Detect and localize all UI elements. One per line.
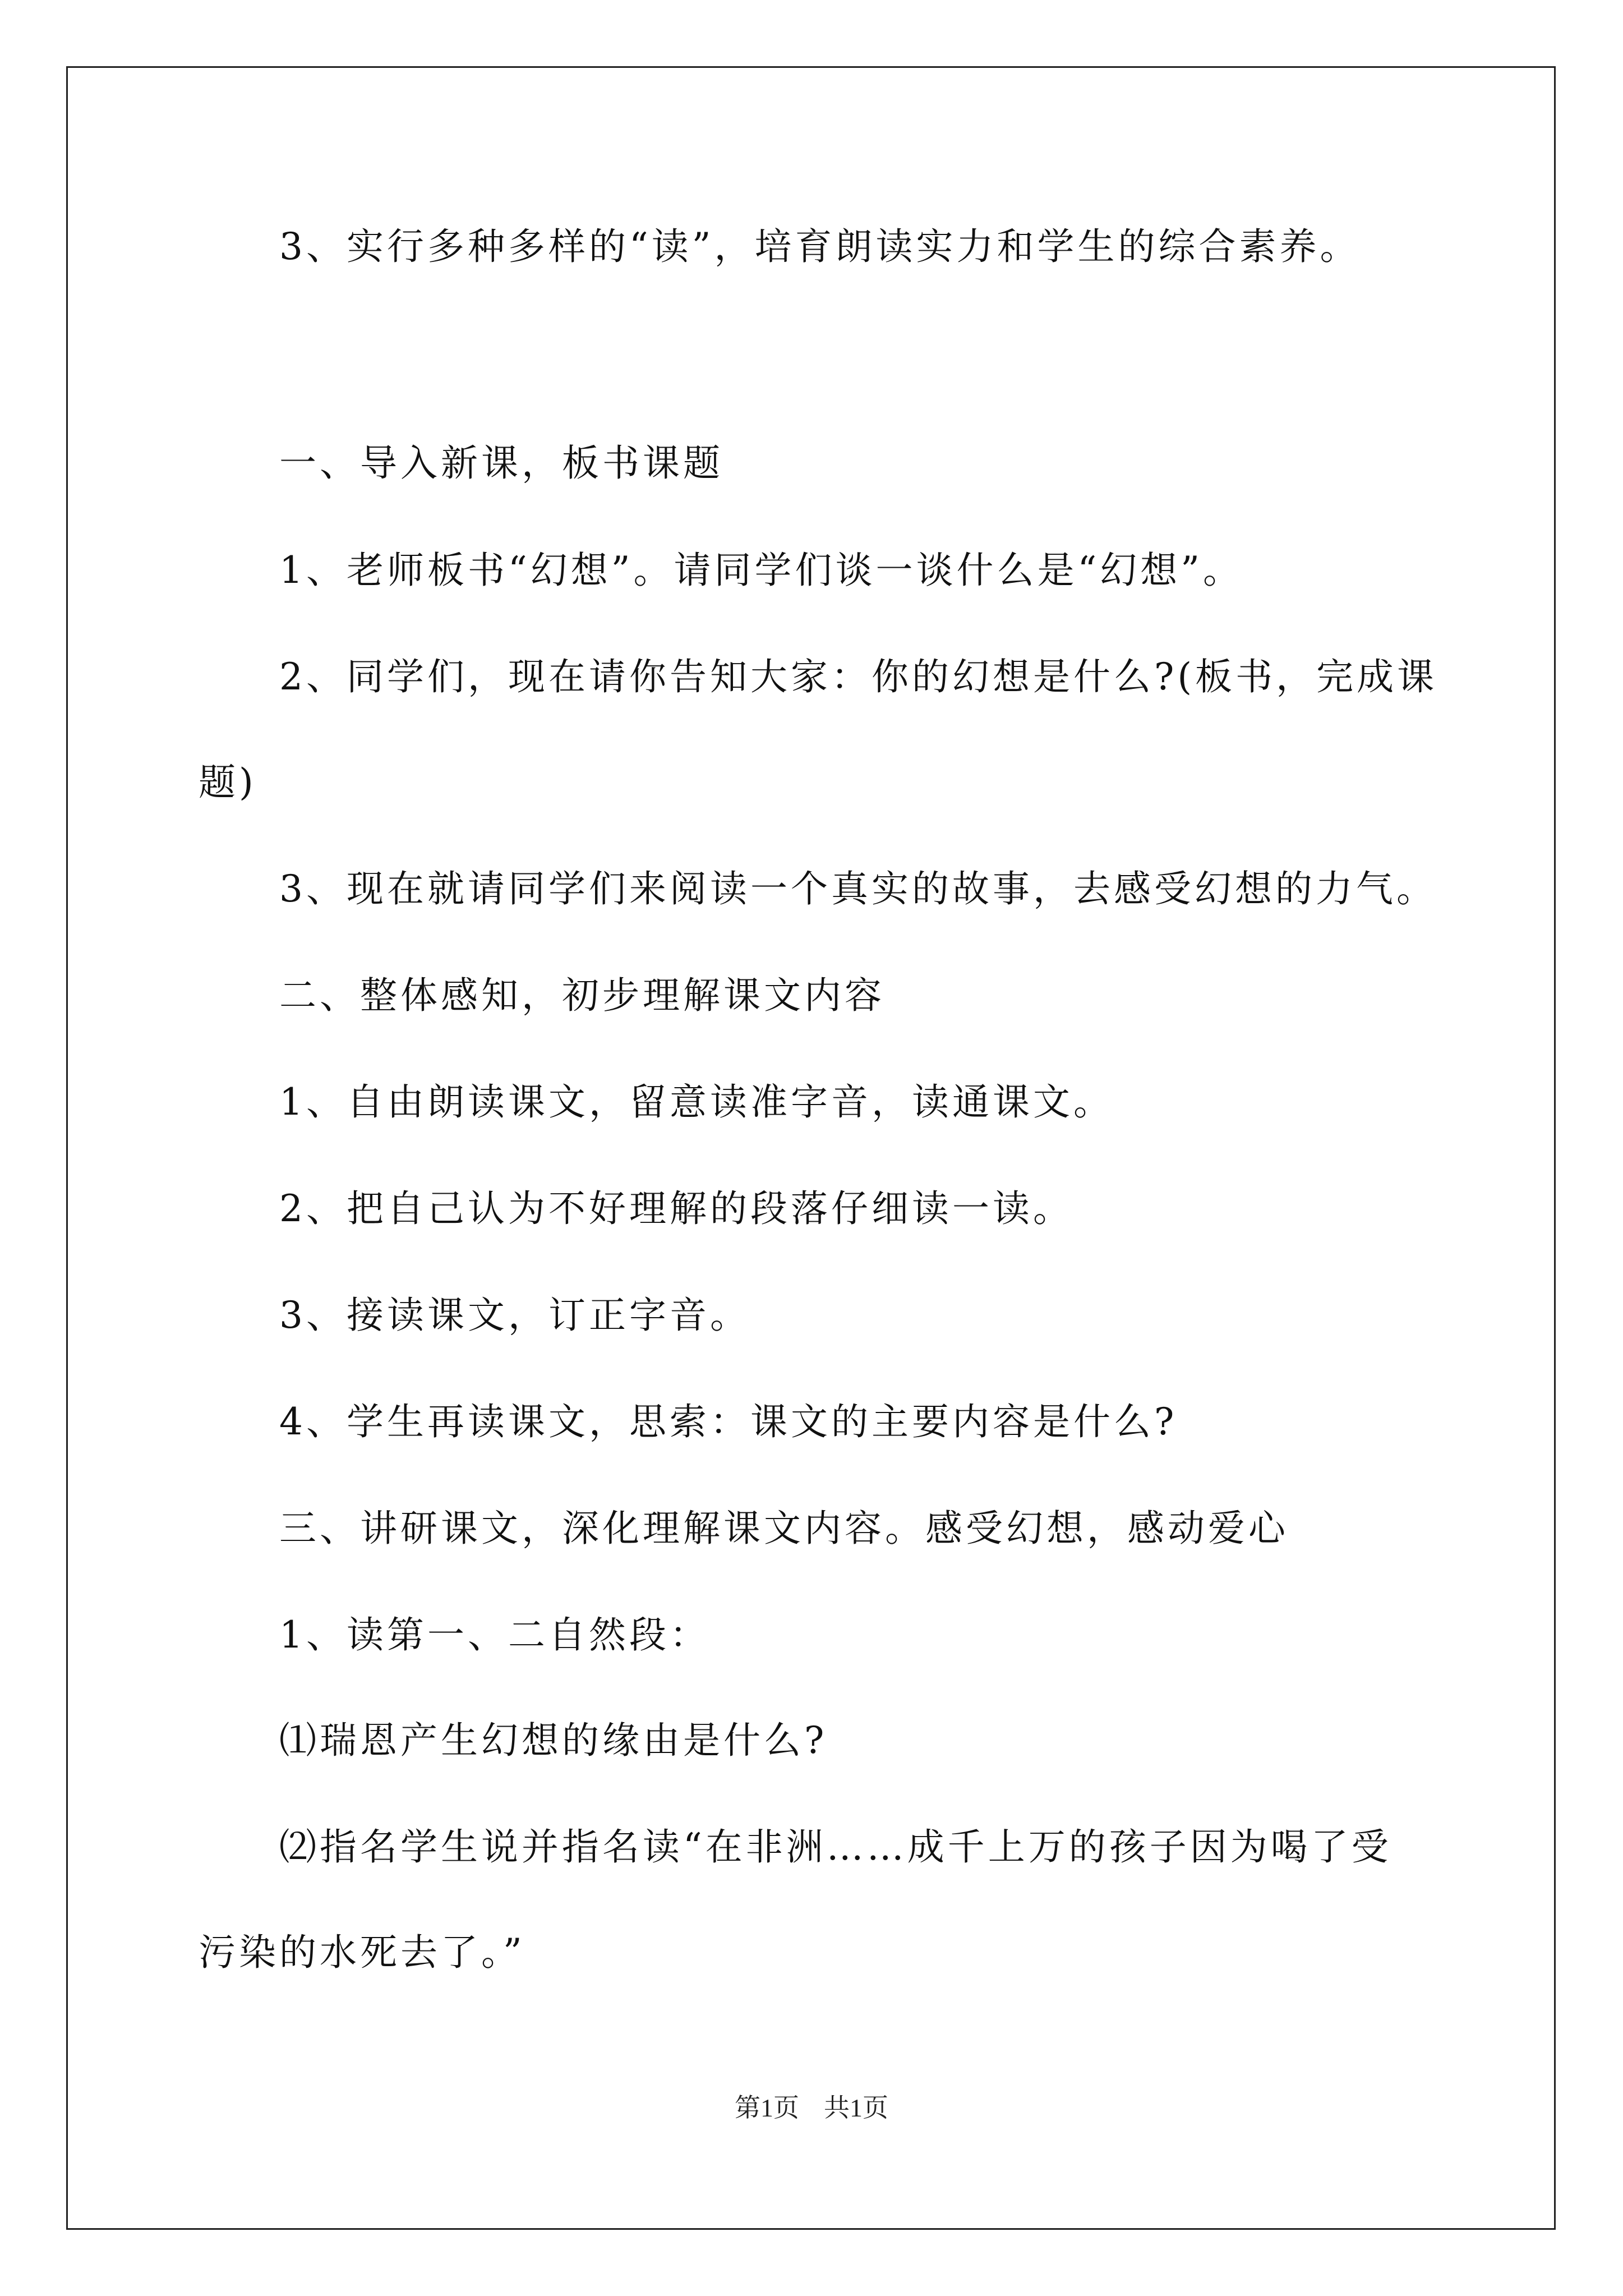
paragraph-line: ⑵指名学生说并指名读“在非洲……成千上万的孩子因为喝了受 <box>279 1825 1392 1869</box>
paragraph-line: ⑴瑞恩产生幻想的缘由是什么? <box>279 1719 828 1762</box>
page-border <box>66 66 1556 2230</box>
section-heading: 一、导入新课，板书课题 <box>279 441 723 485</box>
page-total: 共1页 <box>824 2093 888 2122</box>
paragraph-line-continuation: 污染的水死去了。” <box>199 1931 525 1974</box>
paragraph-line: 4、学生再读课文，思索：课文的主要内容是什么? <box>279 1400 1178 1443</box>
page-footer <box>0 2092 1623 2124</box>
page-number: 第1页 <box>735 2093 799 2122</box>
paragraph-line: 2、同学们，现在请你告知大家：你的幻想是什么?(板书，完成课 <box>279 655 1438 698</box>
paragraph-line-continuation: 题) <box>199 761 257 804</box>
paragraph-line: 3、接读课文，订正字音。 <box>279 1294 750 1337</box>
paragraph-line: 3、现在就请同学们来阅读一个真实的故事，去感受幻想的力气。 <box>279 867 1437 910</box>
section-heading: 二、整体感知，初步理解课文内容 <box>279 974 885 1017</box>
paragraph-line: 2、把自己认为不好理解的段落仔细读一读。 <box>279 1187 1073 1230</box>
paragraph-line: 1、自由朗读课文，留意读准字音，读通课文。 <box>279 1080 1114 1124</box>
section-heading: 三、讲研课文，深化理解课文内容。感受幻想，感动爱心 <box>279 1507 1289 1550</box>
paragraph-line: 1、老师板书“幻想”。请同学们谈一谈什么是“幻想”。 <box>279 549 1243 592</box>
paragraph-line: 1、读第一、二自然段： <box>279 1613 710 1657</box>
paragraph-line: 3、实行多种多样的“读”，培育朗读实力和学生的综合素养。 <box>279 225 1361 268</box>
